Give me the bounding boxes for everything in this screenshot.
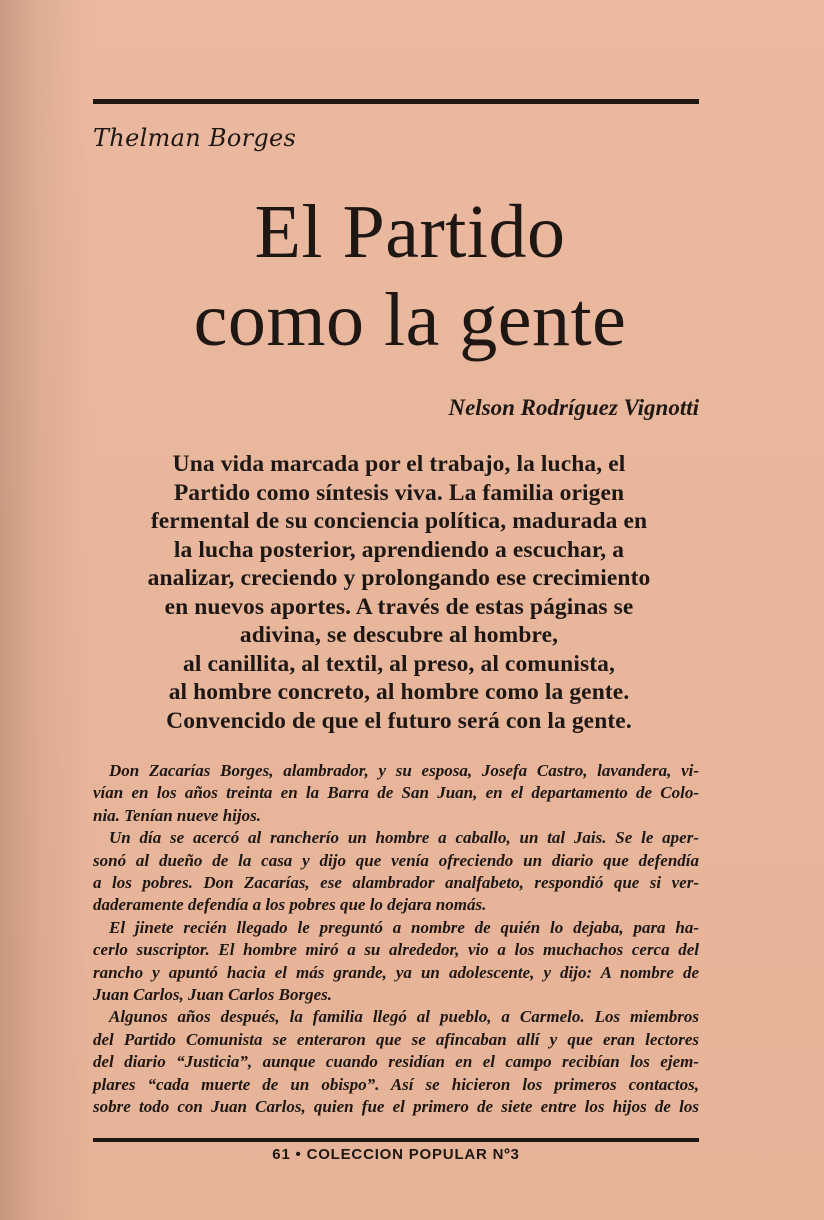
lead-line: analizar, creciendo y prolongando ese crecimiento	[147, 565, 651, 591]
body-line: Un día se acercó al rancherío un hombre a caballo, un tal Jais. Se le aper-	[109, 828, 699, 848]
body-line: sonó al dueño de la casa y dijo que venía ofreciendo un diario que defendía	[93, 850, 699, 870]
body-line: El jinete recién llegado le preguntó a nombre de quién lo dejaba, para ha-	[109, 917, 699, 937]
lead-line: fermental de su conciencia política, madurada en	[150, 508, 648, 534]
lead-line: Una vida marcada por el trabajo, la lucha, el	[172, 451, 626, 477]
lead-line: al canillita, al textil, al preso, al comunista,	[183, 650, 615, 677]
top-rule	[93, 99, 699, 104]
lead-line: en nuevos aportes. A través de estas páginas se	[164, 593, 634, 620]
article-body	[93, 760, 699, 1119]
lead-line: Convencido de que el futuro será con la gente.	[166, 707, 632, 734]
body-line: Don Zacarías Borges, alambrador, y su esposa, Josefa Castro, lavandera, vi-	[109, 761, 699, 780]
bottom-rule	[93, 1138, 699, 1142]
body-line: del Partido Comunista se enteraron que se afincaban allí y que eran lectores	[93, 1029, 699, 1049]
body-line: Juan Carlos, Juan Carlos Borges.	[93, 985, 333, 1005]
body-line: Algunos años después, la familia llegó al pueblo, a Carmelo. Los miembros	[109, 1007, 699, 1027]
body-line: del diario “Justicia”, aunque cuando residían en el campo recibían los ejem-	[93, 1052, 699, 1072]
body-line: vían en los años treinta en la Barra de San Juan, en el departamento de Colo-	[93, 783, 699, 803]
body-line: plares “cada muerte de un obispo”. Así se hicieron los primeros contactos,	[93, 1074, 699, 1094]
lead-line: al hombre concreto, al hombre como la gente.	[168, 679, 630, 705]
article-title	[100, 188, 720, 364]
body-line: daderamente defendía a los pobres que lo dejara nomás.	[93, 895, 487, 915]
body-line: cerlo suscriptor. El hombre miró a su alrededor, vio a los muchachos cerca del	[93, 940, 699, 960]
page-footer: 61 • COLECCION POPULAR Nº3	[272, 1146, 520, 1163]
lead-paragraph	[96, 450, 702, 735]
lead-line: Partido como síntesis viva. La familia origen	[173, 479, 625, 506]
title-line-2: como la gente	[193, 278, 627, 362]
body-line: rancho y apuntó hacia el más grande, ya un adolescente, y dijo: A nombre de	[93, 962, 699, 982]
body-line: sobre todo con Juan Carlos, quien fue el primero de siete entre los hijos de los	[93, 1097, 699, 1117]
body-line: a los pobres. Don Zacarías, ese alambrador analfabeto, respondió que si ver-	[93, 873, 699, 893]
title-line-1: El Partido	[254, 190, 566, 274]
body-line: nia. Tenían nueve hijos.	[93, 805, 261, 825]
lead-line: adivina, se descubre al hombre,	[239, 622, 559, 648]
lead-line: la lucha posterior, aprendiendo a escuchar, a	[173, 536, 625, 563]
section-author: Thelman Borges	[93, 124, 297, 152]
article-byline: Nelson Rodríguez Vignotti	[448, 395, 699, 420]
